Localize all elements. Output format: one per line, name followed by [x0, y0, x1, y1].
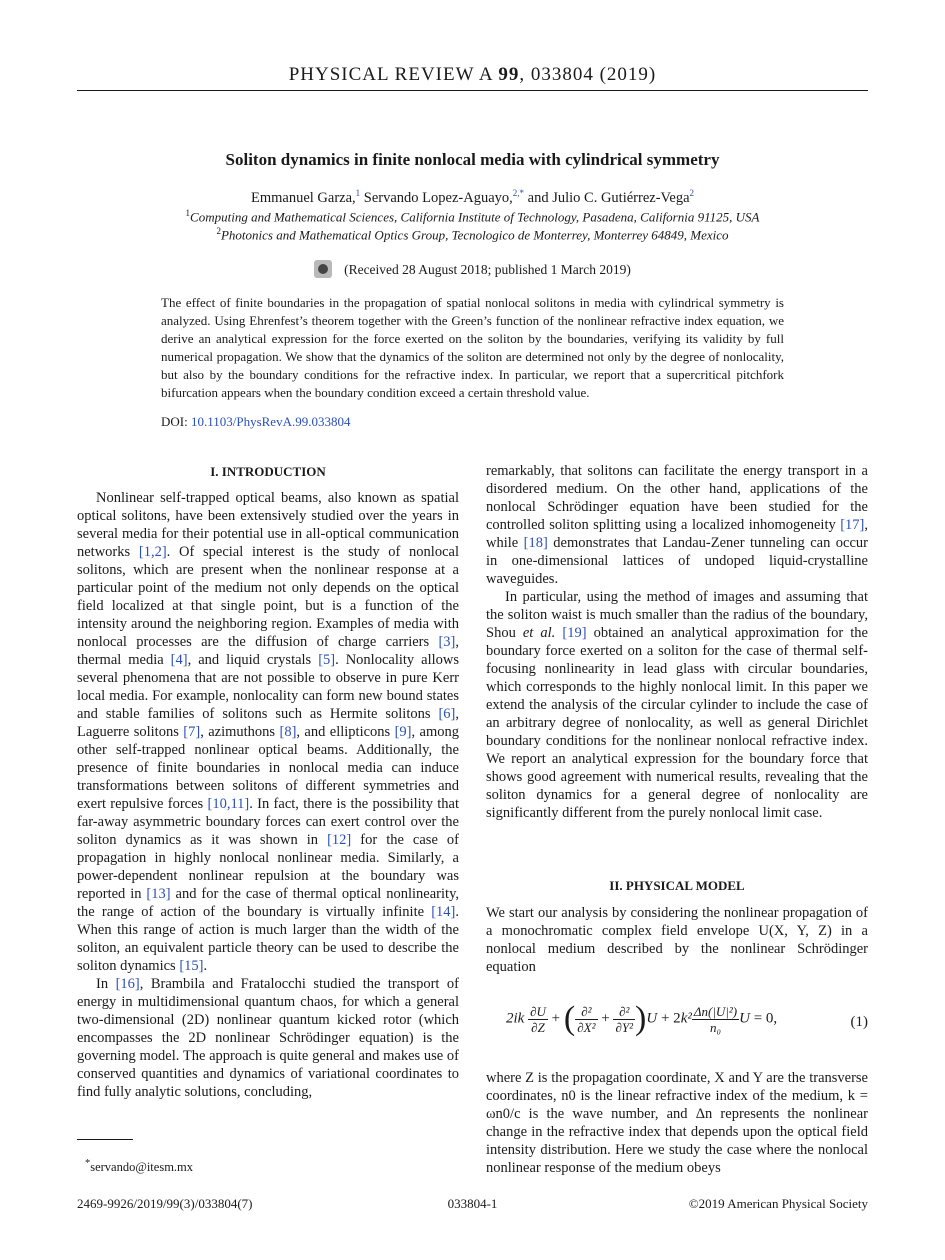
author-list: Emmanuel Garza,$^1$ Servando Lopez-Aguayo,$^{2,*}$ and Julio C. Gutiérrez-Vega$^2$ — [250, 188, 695, 206]
doi-line: DOI: 10.1103/PhysRevA.99.033804 — [161, 414, 351, 429]
footnote-rule — [77, 1139, 133, 1140]
citation-link[interactable]: [14] — [431, 904, 456, 920]
equation-number: (1) — [850, 1014, 868, 1030]
doi-link[interactable]: 10.1103/PhysRevA.99.033804 — [190, 414, 351, 429]
citation-link[interactable]: [12] — [327, 832, 352, 848]
citation-link[interactable]: [19] — [562, 625, 587, 641]
citation-link[interactable]: [16] — [115, 976, 140, 992]
section-heading-physical-model: II. PHYSICAL MODEL — [609, 878, 745, 893]
abstract: The effect of finite boundaries in the propagation of spatial nonlocal solitons in media with cylindrical symmetry is analyzed. Using Ehrenfest’s theorem together with the Green’s function of the nonlinear refractive index equation, we derive an analytical expression for the force exerted on the soliton by the boundaries, verifying its validity by full numerical propagation. We show that the dynamics of the soliton are determined not only by the degree of nonlocality, but also by the boundary conditions for the refractive index. In particular, we report that a supercritical pitchfork bifurcation appears when the boundary condition exceed a certain threshold value. — [161, 295, 784, 400]
journal-header: PHYSICAL REVIEW A 99, 033804 (2019) — [288, 64, 657, 85]
intro-paragraph-4: In particular, using the method of images and assuming that the soliton waist is much smaller than the radius of the boundary, Shou et al. [19] obtained an analytical approximation for the boundary force exerted on a soliton for the case of thermal self-focusing nonlinearity in lead glass with circular boundaries, which corresponds to the highly nonlocal limit. In this paper we extend the analysis of the circular cylinder to include the case of an arbitrary degree of nonlocality, as well as general Dirichlet boundary conditions for the nonlinear nonlocal refractive index. We report an analytical expression for the boundary force that shows good agreement with numerical results, revealing that the soliton dynamics for a general degree of nonlocality are significantly different from the purely nonlocal limit case. — [486, 589, 868, 821]
equation-body: 2ik $\frac{\partial U}{\partial Z}$ + ( $\frac{\text{∂²}}{\text{∂X²}}$ + $\frac{\text{∂²}}{\text{∂Y²}}$ )U + 2k² $\frac{\text{Δn(|U|²)}}{\text{n₀}}$ U = 0, — [506, 1000, 778, 1037]
citation-link[interactable]: [8] — [279, 724, 297, 740]
intro-paragraph-1: Nonlinear self-trapped optical beams, also known as spatial optical solitons, have been extensively studied over the years in several media for their potential use in all-optical communication networks [1,2]. Of special interest is the study of nonlocal solitons, which are present when the nonlinear response at a particular point of the medium not only depends on the optical field localized at that single point, but is a function of the intensity around the neighboring region. Examples of media with nonlocal processes are the diffusion of charge carriers [3], thermal media [4], and liquid crystals [5]. Nonlocality allows several phenomena that are not possible to observe in pure Kerr local media. For example, nonlocality can form new bound states and stable families of solitons such as Hermite solitons [6], Laguerre solitons [7], azimuthons [8], and ellipticons [9], among other self-trapped nonlinear optical beams. Additionally, the presence of finite boundaries in nonlocal media can induce transformations between solitons of different symmetries and exert repulsive forces [10,11]. In fact, there is the possibility that far-away asymmetric boundary forces can exert control over the soliton dynamics as it was shown in [12] for the case of propagation in highly nonlocal nonlinear media. Similarly, a power-dependent nonlinear repulsion at the boundary was reported in [13] and for the case of thermal optical nonlinearity, the range of action of the boundary is virtually infinite [14]. When this range of action is much larger than the width of the soliton, an equivalent particle theory can be used to describe the soliton dynamics [15]. — [77, 490, 460, 974]
header-rule — [77, 90, 868, 91]
footer-issn: 2469-9926/2019/99(3)/033804(7) — [77, 1196, 253, 1211]
citation-link[interactable]: [17] — [840, 517, 865, 533]
footnote-email[interactable]: servando@itesm.mx — [90, 1160, 194, 1175]
model-paragraph-1: We start our analysis by considering the nonlinear propagation of a monochromatic complex field envelope U(X, Y, Z) in a nonlocal medium described by the nonlinear Schrödinger equation — [486, 905, 868, 975]
citation-link[interactable]: [3] — [438, 634, 456, 650]
citation-link[interactable]: [7] — [183, 724, 201, 740]
intro-paragraph-3: remarkably, that solitons can facilitate the energy transport in a disordered medium. On the other hand, applications of the nonlocal Schrödinger equation have been studied for the controlled soliton splitting using a localized inhomogeneity [17], while [18] demonstrates that Landau-Zener tunneling can occur in one-dimensional lattices of undoped liquid-crystalline waveguides. — [486, 463, 868, 587]
model-paragraph-2: where Z is the propagation coordinate, X and Y are the transverse coordinates, n0 is the linear refractive index of the medium, k = ωn0/c is the wave number, and Δn represents the nonlinear change in the refractive index that depends upon the optical field intensity distribution. Here we study the case where the nonlocal nonlinear response of the medium obeys — [486, 1070, 868, 1176]
affiliation-2: $^2$Photonics and Mathematical Optics Group, Tecnologico de Monterrey, Monterrey 64849, Mexico — [216, 226, 729, 243]
citation-link[interactable]: [9] — [394, 724, 412, 740]
citation-link[interactable]: [4] — [170, 652, 188, 668]
intro-paragraph-2: In [16], Brambila and Fratalocchi studied the transport of energy in multidimensional quantum chaos, for which a general two-dimensional (2D) nonlinear quantum kicked rotor (which encompasses the 2D nonlinear Schrödinger equation) is the governing model. The approach is quite general and makes use of conserved quantities and dynamics of variational coordinates to find fully analytic solutions, concluding, — [77, 976, 459, 1100]
citation-link[interactable]: [18] — [523, 535, 548, 551]
citation-link[interactable]: [5] — [318, 652, 336, 668]
crossmark-icon[interactable] — [314, 260, 332, 278]
footnote: *servando@itesm.mx — [85, 1158, 194, 1175]
left-column — [77, 489, 459, 1101]
footer-page-number: 033804-1 — [447, 1196, 498, 1211]
received-line: (Received 28 August 2018; published 1 March 2019) — [0, 260, 945, 278]
citation-link[interactable]: [1,2] — [138, 544, 167, 560]
right-column — [486, 462, 868, 822]
affiliation-1: $^1$Computing and Mathematical Sciences, California Institute of Technology, Pasadena, California 91125, USA — [185, 208, 760, 225]
citation-link[interactable]: [13] — [146, 886, 171, 902]
paper-title: Soliton dynamics in finite nonlocal media with cylindrical symmetry — [225, 150, 720, 169]
citation-link[interactable]: [15] — [179, 958, 204, 974]
citation-link[interactable]: [10,11] — [207, 796, 250, 812]
equation-1 — [486, 1000, 868, 1050]
footer-copyright: ©2019 American Physical Society — [688, 1196, 868, 1211]
section-heading-introduction: I. INTRODUCTION — [210, 464, 326, 479]
citation-link[interactable]: [6] — [438, 706, 456, 722]
